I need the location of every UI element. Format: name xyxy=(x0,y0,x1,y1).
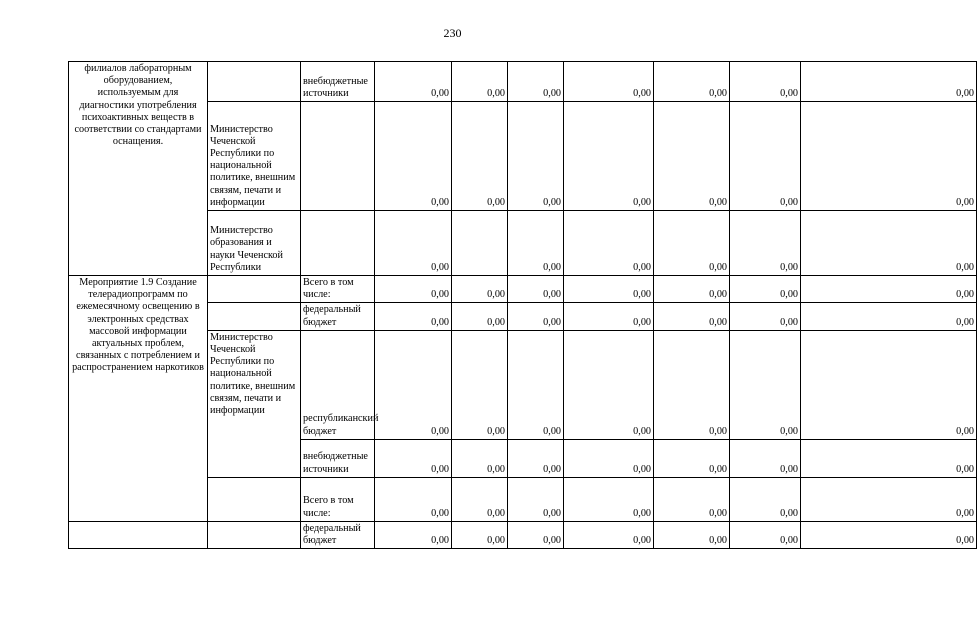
amount-cell: 0,00 xyxy=(654,102,730,211)
amount-cell: 0,00 xyxy=(654,521,730,548)
executor-cell xyxy=(208,477,301,521)
funding-source-cell xyxy=(301,211,375,276)
amount-cell: 0,00 xyxy=(564,330,654,439)
amount-cell: 0,00 xyxy=(654,276,730,303)
amount-cell: 0,00 xyxy=(801,521,977,548)
funding-source-cell: внебюджетные источники xyxy=(301,62,375,102)
amount-cell: 0,00 xyxy=(801,102,977,211)
executor-cell xyxy=(208,276,301,303)
table-row xyxy=(69,521,977,548)
funding-source-cell: республиканский бюджет xyxy=(301,330,375,439)
amount-cell: 0,00 xyxy=(508,521,564,548)
funding-source-cell: федеральный бюджет xyxy=(301,303,375,330)
amount-cell: 0,00 xyxy=(654,330,730,439)
table-row xyxy=(69,62,977,102)
amount-cell: 0,00 xyxy=(730,439,801,477)
amount-cell: 0,00 xyxy=(564,62,654,102)
amount-cell: 0,00 xyxy=(564,521,654,548)
amount-cell: 0,00 xyxy=(730,62,801,102)
amount-cell: 0,00 xyxy=(801,303,977,330)
amount-cell: 0,00 xyxy=(801,276,977,303)
measure-cell: филиалов лабораторным оборудованием, используемым для диагностики употребления психоактивных веществ в соответствии со стандартами оснащения. xyxy=(69,62,208,276)
executor-cell xyxy=(208,521,301,548)
amount-cell: 0,00 xyxy=(564,276,654,303)
amount-cell: 0,00 xyxy=(452,303,508,330)
amount-cell: 0,00 xyxy=(801,330,977,439)
amount-cell: 0,00 xyxy=(508,330,564,439)
amount-cell: 0,00 xyxy=(452,102,508,211)
funding-source-cell: Всего в том числе: xyxy=(301,276,375,303)
funding-source-cell: внебюджетные источники xyxy=(301,439,375,477)
budget-table xyxy=(68,61,977,549)
amount-cell: 0,00 xyxy=(730,521,801,548)
executor-cell: Министерство образования и науки Чеченской Республики xyxy=(208,211,301,276)
amount-cell: 0,00 xyxy=(564,211,654,276)
executor-cell: Министерство Чеченской Республики по национальной политике, внешним связям, печати и информации xyxy=(208,102,301,211)
amount-cell: 0,00 xyxy=(564,102,654,211)
executor-cell xyxy=(208,62,301,102)
amount-cell: 0,00 xyxy=(452,477,508,521)
amount-cell: 0,00 xyxy=(452,521,508,548)
page-number: 230 xyxy=(443,26,462,40)
amount-cell: 0,00 xyxy=(508,211,564,276)
amount-cell: 0,00 xyxy=(375,439,452,477)
amount-cell: 0,00 xyxy=(508,439,564,477)
executor-cell xyxy=(208,303,301,330)
amount-cell: 0,00 xyxy=(452,439,508,477)
amount-cell: 0,00 xyxy=(452,276,508,303)
amount-cell: 0,00 xyxy=(375,102,452,211)
amount-cell: 0,00 xyxy=(564,303,654,330)
amount-cell: 0,00 xyxy=(375,330,452,439)
amount-cell: 0,00 xyxy=(654,303,730,330)
amount-cell: 0,00 xyxy=(730,303,801,330)
amount-cell: 0,00 xyxy=(508,303,564,330)
amount-cell: 0,00 xyxy=(654,439,730,477)
amount-cell: 0,00 xyxy=(730,102,801,211)
amount-cell: 0,00 xyxy=(375,211,452,276)
amount-cell: 0,00 xyxy=(508,276,564,303)
funding-source-cell: федеральный бюджет xyxy=(301,521,375,548)
amount-cell: 0,00 xyxy=(375,303,452,330)
amount-cell: 0,00 xyxy=(654,62,730,102)
funding-source-cell xyxy=(301,102,375,211)
amount-cell: 0,00 xyxy=(730,276,801,303)
amount-cell: 0,00 xyxy=(508,477,564,521)
amount-cell: 0,00 xyxy=(564,439,654,477)
amount-cell: 0,00 xyxy=(375,276,452,303)
amount-cell: 0,00 xyxy=(508,62,564,102)
amount-cell: 0,00 xyxy=(375,62,452,102)
measure-cell: Мероприятие 1.9 Создание телерадиопрограмм по ежемесячному освещению в электронных средствах массовой информации актуальных проблем, связанных с потреблением и распространением наркотиков xyxy=(69,276,208,522)
amount-cell: 0,00 xyxy=(730,211,801,276)
funding-source-cell: Всего в том числе: xyxy=(301,477,375,521)
amount-cell xyxy=(452,211,508,276)
amount-cell: 0,00 xyxy=(730,330,801,439)
amount-cell: 0,00 xyxy=(730,477,801,521)
table-row xyxy=(69,276,977,303)
amount-cell: 0,00 xyxy=(654,477,730,521)
budget-table-body xyxy=(69,62,977,549)
amount-cell: 0,00 xyxy=(452,330,508,439)
amount-cell: 0,00 xyxy=(375,521,452,548)
amount-cell: 0,00 xyxy=(801,211,977,276)
amount-cell: 0,00 xyxy=(801,62,977,102)
amount-cell: 0,00 xyxy=(801,477,977,521)
amount-cell: 0,00 xyxy=(508,102,564,211)
amount-cell: 0,00 xyxy=(452,62,508,102)
amount-cell: 0,00 xyxy=(801,439,977,477)
amount-cell: 0,00 xyxy=(564,477,654,521)
amount-cell: 0,00 xyxy=(375,477,452,521)
measure-cell xyxy=(69,521,208,548)
amount-cell: 0,00 xyxy=(654,211,730,276)
executor-cell: Министерство Чеченской Республики по национальной политике, внешним связям, печати и информации xyxy=(208,330,301,477)
